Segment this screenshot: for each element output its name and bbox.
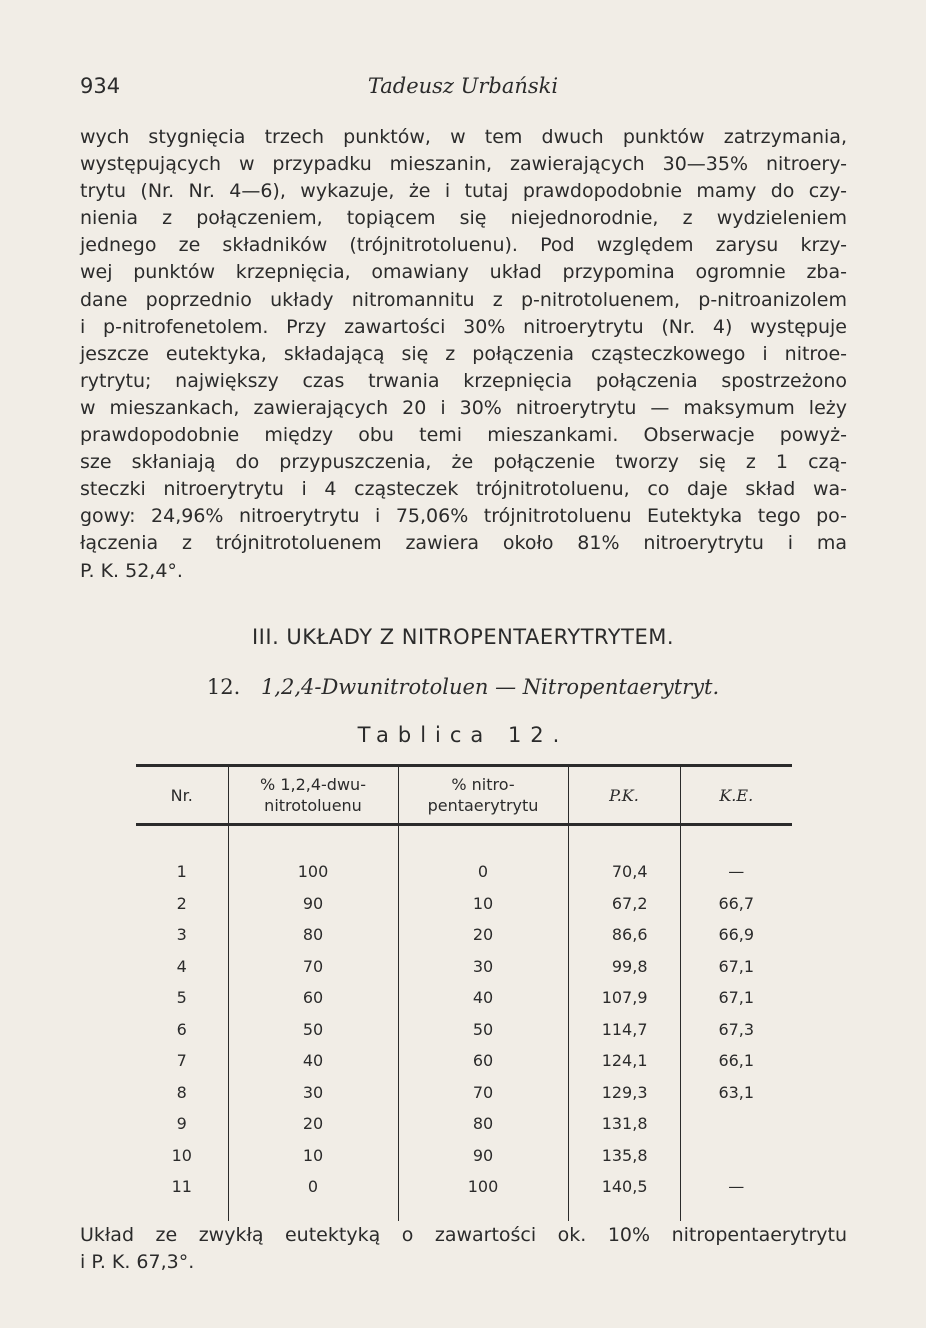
text-line: wych stygnięcia trzech punktów, w tem dwuch punktów zatrzymania, bbox=[80, 126, 847, 148]
table-cell: 70 bbox=[398, 1077, 568, 1109]
column-header: P.K. bbox=[568, 766, 680, 825]
table-cell: 140,5 bbox=[568, 1171, 680, 1221]
subheading bbox=[0, 675, 926, 699]
table-cell: 114,7 bbox=[568, 1014, 680, 1046]
column-header: K.E. bbox=[680, 766, 792, 825]
table-caption: Tablica 12. bbox=[357, 723, 569, 747]
table-cell: 6 bbox=[176, 1019, 187, 1039]
table-cell: 20 bbox=[228, 1108, 398, 1140]
footnote bbox=[80, 1222, 847, 1276]
table-cell: 107,9 bbox=[568, 982, 680, 1014]
subheading-number: 12. bbox=[206, 675, 241, 699]
table-cell: 10 bbox=[171, 1145, 192, 1165]
table-cell: 5 bbox=[176, 988, 187, 1008]
table-cell: 9 bbox=[176, 1114, 187, 1134]
text-line: łączenia z trójnitrotoluenem zawiera około 81% nitroerytrytu i ma bbox=[80, 532, 847, 555]
running-title: Tadeusz Urbański bbox=[367, 74, 559, 98]
table-cell: 70,4 bbox=[568, 825, 680, 888]
table-cell: 50 bbox=[228, 1014, 398, 1046]
text-line: i p-nitrofenetolem. Przy zawartości 30% nitroerytrytu (Nr. 4) występuje bbox=[80, 315, 847, 338]
table-cell: 40 bbox=[228, 1045, 398, 1077]
subheading-title: 1,2,4-Dwunitrotoluen — Nitropentaerytryt. bbox=[260, 675, 720, 699]
table-cell: 66,7 bbox=[680, 888, 792, 920]
text-line: prawdopodobnie między obu temi mieszankami. Obserwacje powyż- bbox=[80, 424, 847, 447]
text-line: jednego ze składników (trójnitrotoluenu). Pod względem zarysu krzy- bbox=[80, 234, 847, 257]
table-row bbox=[136, 982, 792, 1014]
table-cell: 4 bbox=[176, 956, 187, 976]
table-cell: 100 bbox=[398, 1171, 568, 1221]
data-table bbox=[136, 764, 792, 1221]
section-heading: III. UKŁADY Z NITROPENTAERYTRYTEM. bbox=[251, 625, 675, 649]
table-row bbox=[136, 1108, 792, 1140]
text-line: gowy: 24,96% nitroerytrytu i 75,06% trójnitrotoluenu Eutektyka tego po- bbox=[80, 505, 847, 528]
table-cell: 67,3 bbox=[680, 1014, 792, 1046]
table-cell: 66,9 bbox=[680, 919, 792, 951]
table-row bbox=[136, 919, 792, 951]
table-cell: 1 bbox=[176, 862, 187, 882]
table-cell: 10 bbox=[228, 1140, 398, 1172]
table-cell: 124,1 bbox=[568, 1045, 680, 1077]
table-cell: 50 bbox=[398, 1014, 568, 1046]
table-row bbox=[136, 825, 792, 888]
column-header: Nr. bbox=[170, 785, 193, 805]
table-row bbox=[136, 1077, 792, 1109]
table-cell: 66,1 bbox=[680, 1045, 792, 1077]
table-body bbox=[136, 825, 792, 1221]
table-row bbox=[136, 1140, 792, 1172]
text-line: jeszcze eutektyka, składającą się z połączenia cząsteczkowego i nitroe- bbox=[80, 342, 847, 365]
table-cell: 67,2 bbox=[568, 888, 680, 920]
table-cell: 67,1 bbox=[680, 951, 792, 983]
table-cell: 60 bbox=[228, 982, 398, 1014]
text-line: występujących w przypadku mieszanin, zawierających 30—35% nitroery- bbox=[80, 153, 847, 176]
table-cell: 90 bbox=[228, 888, 398, 920]
table-cell: 70 bbox=[228, 951, 398, 983]
table-cell: — bbox=[680, 825, 792, 888]
column-header: % nitro-pentaerytrytu bbox=[398, 766, 568, 825]
table-cell: 86,6 bbox=[568, 919, 680, 951]
text-line: trytu (Nr. Nr. 4—6), wykazuje, że i tutaj prawdopodobnie mamy do czy- bbox=[80, 180, 847, 203]
text-line: P. K. 52,4°. bbox=[80, 559, 183, 582]
column-header: % 1,2,4-dwu-nitrotoluenu bbox=[228, 766, 398, 825]
text-line: dane poprzednio układy nitromannitu z p-nitrotoluenem, p-nitroanizolem bbox=[80, 288, 847, 311]
table-cell: 3 bbox=[176, 925, 187, 945]
table-cell: 67,1 bbox=[680, 982, 792, 1014]
table-cell: 2 bbox=[176, 893, 187, 913]
table-cell: 0 bbox=[228, 1171, 398, 1221]
table-cell: 63,1 bbox=[680, 1077, 792, 1109]
table-cell: 90 bbox=[398, 1140, 568, 1172]
table-cell: 8 bbox=[176, 1082, 187, 1102]
table-cell: — bbox=[680, 1171, 792, 1221]
text-line: rytrytu; największy czas trwania krzepnięcia połączenia spostrzeżono bbox=[80, 369, 847, 392]
text-line: steczki nitroerytrytu i 4 cząsteczek trójnitrotoluenu, co daje skład wa- bbox=[80, 478, 847, 501]
table-row bbox=[136, 1014, 792, 1046]
table-row bbox=[136, 951, 792, 983]
table-cell: 131,8 bbox=[568, 1108, 680, 1140]
table-cell: 40 bbox=[398, 982, 568, 1014]
table-cell: 135,8 bbox=[568, 1140, 680, 1172]
text-line: Układ ze zwykłą eutektyką o zawartości ok. 10% nitropentaerytrytu bbox=[80, 1224, 847, 1246]
table-cell: 20 bbox=[398, 919, 568, 951]
text-line: nienia z połączeniem, topiącem się niejednorodnie, z wydzieleniem bbox=[80, 207, 847, 230]
table-cell: 80 bbox=[228, 919, 398, 951]
table-header-row bbox=[136, 766, 792, 825]
table-cell: 60 bbox=[398, 1045, 568, 1077]
table-cell: 7 bbox=[176, 1051, 187, 1071]
table-row bbox=[136, 1045, 792, 1077]
table-cell: 30 bbox=[398, 951, 568, 983]
text-line: sze skłaniają do przypuszczenia, że połączenie tworzy się z 1 czą- bbox=[80, 451, 847, 474]
table-cell: 80 bbox=[398, 1108, 568, 1140]
table-cell bbox=[680, 1140, 792, 1172]
text-line: w mieszankach, zawierających 20 i 30% nitroerytrytu — maksymum leży bbox=[80, 396, 847, 419]
table-cell: 10 bbox=[398, 888, 568, 920]
body-text bbox=[80, 124, 847, 585]
text-line: wej punktów krzepnięcia, omawiany układ przypomina ogromnie zba- bbox=[80, 261, 847, 284]
table-cell: 0 bbox=[398, 825, 568, 888]
table-cell: 99,8 bbox=[568, 951, 680, 983]
page-number: 934 bbox=[80, 74, 121, 98]
table-row bbox=[136, 888, 792, 920]
table-cell: 30 bbox=[228, 1077, 398, 1109]
table-cell bbox=[680, 1108, 792, 1140]
table-cell: 100 bbox=[228, 825, 398, 888]
text-line: i P. K. 67,3°. bbox=[80, 1251, 195, 1274]
table-cell: 11 bbox=[171, 1177, 192, 1197]
table-row bbox=[136, 1171, 792, 1221]
table-cell: 129,3 bbox=[568, 1077, 680, 1109]
